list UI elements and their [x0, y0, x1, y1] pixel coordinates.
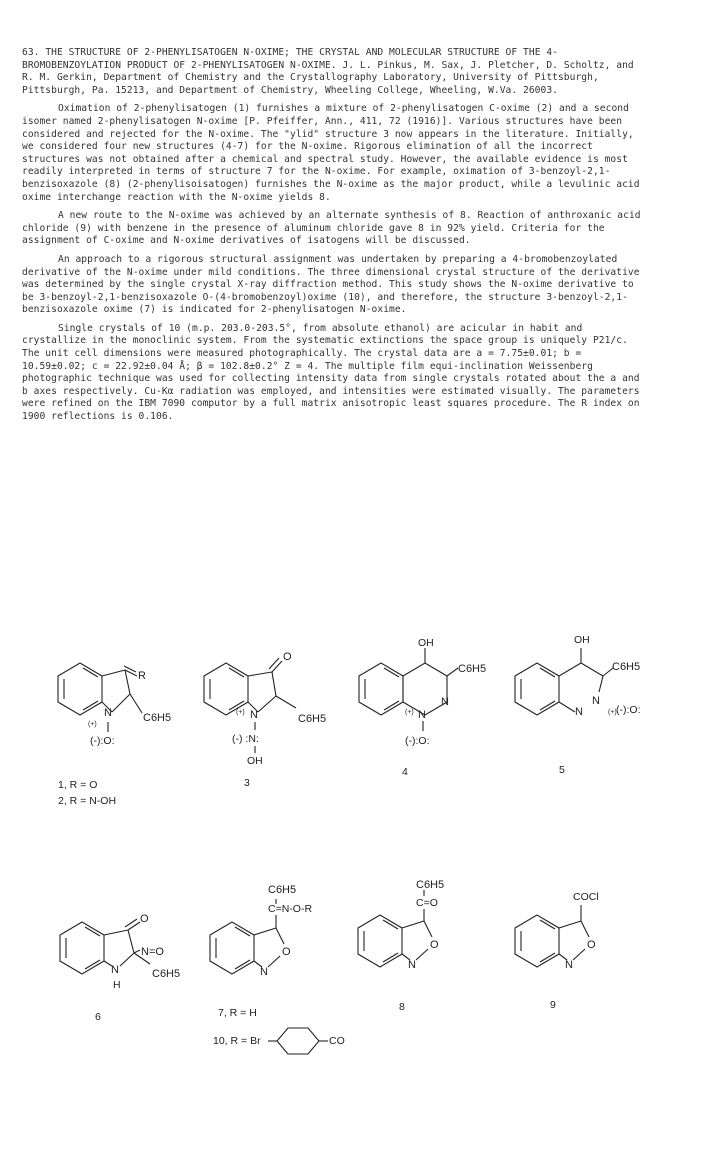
s8-keto: C=O	[416, 897, 438, 909]
s9-o-atom: O	[587, 939, 596, 951]
s3-carbonyl-o: O	[283, 651, 292, 663]
s4-n-right: N	[441, 696, 449, 708]
abstract-authors: J. L. Pinkus, M. Sax, J. Pletcher, D. Scholtz, and R. M. Gerkin, Department of Chemistry and the Crystallography Laboratory, University of Pittsburgh, Pittsburgh, Pa. 15213, and Department of Chemistry, Wheeling College, Wheeling, W.Va. 26003.	[22, 59, 634, 96]
s9-n-atom: N	[565, 959, 573, 971]
s3-oh: OH	[247, 755, 263, 767]
s9-label: 9	[550, 999, 556, 1011]
structure-5	[515, 634, 641, 776]
structure-8	[358, 879, 444, 1013]
s3-n-minus: (-) :N:	[232, 733, 259, 745]
s4-charge: (+)	[405, 709, 414, 716]
structure-9	[515, 891, 599, 1011]
s6-nh: N	[111, 964, 119, 976]
s7-phenyl: C6H5	[268, 884, 297, 896]
s1-oxide: (-):O:	[90, 735, 115, 747]
structure-6	[60, 913, 180, 1023]
s7-caption-a: 7, R = H	[218, 1007, 257, 1019]
s8-label: 8	[399, 1001, 405, 1013]
s1-caption-a: 1, R = O	[58, 779, 98, 791]
s4-phenyl: C6H5	[458, 663, 487, 675]
s3-label: 3	[244, 777, 250, 789]
abstract-number: 63.	[22, 47, 40, 58]
s4-oh: OH	[418, 637, 434, 649]
s1-caption-b: 2, R = N-OH	[58, 795, 117, 807]
structure-1-2	[58, 663, 171, 807]
s6-carbonyl-o: O	[140, 913, 149, 925]
s4-n-bottom: N	[418, 709, 426, 721]
s5-label: 5	[559, 764, 565, 776]
s8-phenyl: C6H5	[416, 879, 445, 891]
s5-oh: OH	[574, 634, 590, 646]
s8-o-atom: O	[430, 939, 439, 951]
s5-charge: (+)	[608, 709, 617, 716]
s1-charge: (+)	[88, 721, 97, 728]
s5-phenyl: C6H5	[612, 661, 641, 673]
s5-n-top: N	[592, 695, 600, 707]
s5-oxide: (-):O:	[616, 704, 641, 716]
s9-cocl: COCl	[573, 891, 599, 903]
paragraph-3: An approach to a rigorous structural assignment was undertaken by preparing a 4-bromobenzoylated derivative of the N-oxime under mild conditions. The three dimensional crystal structure of the derivative was determined by the single crystal X-ray diffraction method. This study shows the N-oxime derivative to be 3-benzoyl-2,1-benzisoxazole O-(4-bromobenzoyl)oxime (10), and therefore, the structure 3-benzoyl-2,1-benzisoxazole oxime (7) is indicated for 2-phenylisatogen N-oxime.	[22, 253, 640, 316]
structure-7-10	[210, 884, 345, 1054]
structure-4	[359, 637, 486, 778]
s7-caption-b: 10, R = Br	[213, 1035, 261, 1047]
s1-n-atom: N	[104, 707, 112, 719]
s7-oxime: C=N-O-R	[268, 903, 313, 915]
s8-n-atom: N	[408, 959, 416, 971]
s6-nitroso: N=O	[141, 946, 164, 958]
s5-n-bottom: N	[575, 706, 583, 718]
s1-phenyl: C6H5	[143, 712, 172, 724]
abstract-title: THE STRUCTURE OF 2-PHENYLISATOGEN N-OXIME; THE CRYSTAL AND MOLECULAR STRUCTURE OF THE 4-BROMOBENZOYLATION PRODUCT OF 2-PHENYLISATOGEN N-OXIME.	[22, 47, 558, 71]
paragraph-4: Single crystals of 10 (m.p. 203.0-203.5°, from absolute ethanol) are acicular in habit and crystallize in the monoclinic system. From the systematic extinctions the space group is uniquely P21/c. The unit cell dimensions were measured photographically. The crystal data are a = 7.75±0.01; b = 10.59±0.02; c = 22.92±0.04 Å; β = 102.8±0.2° Z = 4. The multiple film equi-inclination Weissenberg photographic technique was used for collecting intensity data from single crystals rotated about the a and b axes respectively. Cu-Kα radiation was employed, and intensities were estimated visually. The parameters were refined on the IBM 7090 computor by a full matrix anisotropic least squares procedure. The R index on 1900 reflections is 0.106.	[22, 322, 640, 423]
s4-label: 4	[402, 766, 408, 778]
s3-phenyl: C6H5	[298, 713, 327, 725]
s7-co: CO	[329, 1035, 345, 1047]
s3-charge: (+)	[236, 709, 245, 716]
s6-h: H	[113, 979, 121, 991]
paragraph-2: A new route to the N-oxime was achieved by an alternate synthesis of 8. Reaction of anthroxanic acid chloride (9) with benzene in the presence of aluminum chloride gave 8 in 92% yield. Criteria for the assignment of C-oxime and N-oxime derivatives of isatogens will be discussed.	[22, 210, 641, 247]
structure-3	[204, 651, 326, 789]
paragraph-1: Oximation of 2-phenylisatogen (1) furnishes a mixture of 2-phenylisatogen C-oxime (2) and a second isomer named 2-phenylisatogen N-oxime [P. Pfeiffer, Ann., 411, 72 (1916)]. Various structures have been considered and rejected for the N-oxime. The "ylid" structure 3 now appears in the literature. Initially, we considered four new structures (4-7) for the N-oxime. Rigorous elimination of all the incorrect structures was not obtained after a chemical and spectral study. However, the available evidence is most readily interpreted in terms of structure 7 for the N-oxime. For example, oximation of 3-benzoyl-2,1-benzisoxazole (8) (2-phenylisoisatogen) furnishes the N-oxime as the major product, while a levulinic acid oxime interchange reaction with the N-oxime yields 8.	[22, 103, 640, 203]
s3-n-atom: N	[250, 709, 258, 721]
s7-o-atom: O	[282, 946, 291, 958]
s1-substituent: R	[138, 670, 146, 682]
s4-oxide: (-):O:	[405, 735, 430, 747]
s6-label: 6	[95, 1011, 101, 1023]
s7-n-atom: N	[260, 966, 268, 978]
s6-phenyl: C6H5	[152, 968, 181, 980]
